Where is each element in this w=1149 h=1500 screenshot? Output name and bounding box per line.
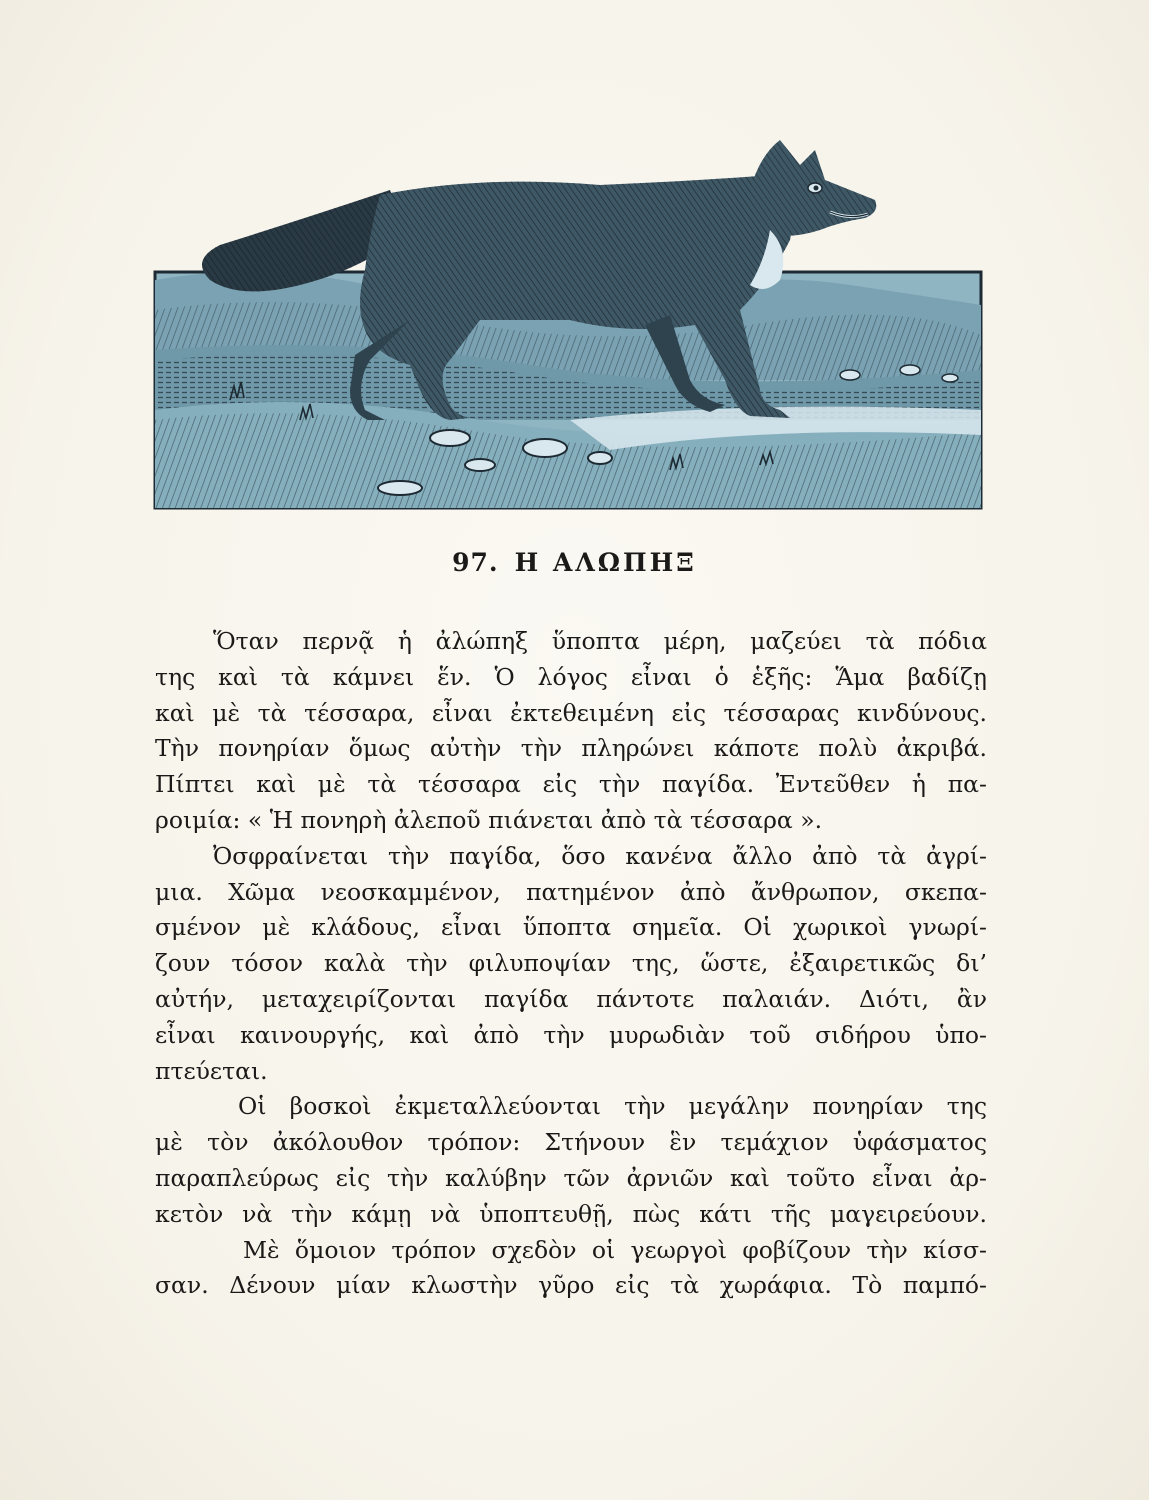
text-line: πτεύεται. bbox=[155, 1056, 268, 1085]
text-line: σαν. Δένουν μίαν κλωστὴν γῦρο εἰς τὰ χωράφια. Τὸ παμπό- bbox=[155, 1271, 987, 1300]
chapter-title: Η ΑΛΩΠΗΞ bbox=[514, 548, 697, 577]
text-line: εἶναι καινουργής, καὶ ἀπὸ τὴν μυρωδιὰν τοῦ σιδήρου ὑπο- bbox=[155, 1020, 987, 1049]
fox-woodcut-icon bbox=[150, 120, 985, 515]
text-line: μια. Χῶμα νεοσκαμμένον, πατημένον ἀπὸ ἄνθρωπον, σκεπα- bbox=[155, 877, 987, 906]
text-line: ροιμία: « Ἡ πονηρὴ ἀλεποῦ πιάνεται ἀπὸ τὰ τέσσαρα ». bbox=[155, 805, 823, 834]
text-line: σμένον μὲ κλάδους, εἶναι ὕποπτα σημεῖα. Οἱ χωρικοὶ γνωρί- bbox=[155, 913, 987, 942]
text-line: κετὸν νὰ τὴν κάμῃ νὰ ὑποπτευθῇ, πὼς κάτι τῆς μαγειρεύουν. bbox=[155, 1199, 987, 1228]
text-line: Ὀσφραίνεται τὴν παγίδα, ὅσο κανένα ἄλλο ἀπὸ τὰ ἀγρί- bbox=[213, 841, 987, 870]
fox-illustration bbox=[150, 120, 985, 515]
text-line: ζουν τόσον καλὰ τὴν φιλυποψίαν της, ὥστε, ἐξαιρετικῶς δι’ bbox=[155, 949, 987, 978]
text-line: Οἱ βοσκοὶ ἐκμεταλλεύονται τὴν μεγάλην πονηρίαν της bbox=[238, 1092, 987, 1121]
chapter-heading bbox=[0, 548, 1149, 577]
text-line: Μὲ ὅμοιον τρόπον σχεδὸν οἱ γεωργοὶ φοβίζουν τὴν κίσσ- bbox=[243, 1235, 987, 1264]
text-line: Πίπτει καὶ μὲ τὰ τέσσαρα εἰς τὴν παγίδα. Ἐντεῦθεν ἡ πα- bbox=[155, 770, 987, 799]
text-line: παραπλεύρως εἰς τὴν καλύβην τῶν ἀρνιῶν καὶ τοῦτο εἶναι ἀρ- bbox=[155, 1163, 987, 1192]
text-line: αὐτήν, μεταχειρίζονται παγίδα πάντοτε παλαιάν. Διότι, ἂν bbox=[155, 984, 987, 1013]
chapter-number: 97. bbox=[452, 548, 499, 577]
text-line: Τὴν πονηρίαν ὅμως αὐτὴν τὴν πληρώνει κάποτε πολὺ ἀκριβά. bbox=[155, 734, 987, 763]
text-line: καὶ μὲ τὰ τέσσαρα, εἶναι ἐκτεθειμένη εἰς τέσσαρας κινδύνους. bbox=[155, 698, 987, 727]
text-line: μὲ τὸν ἀκόλουθον τρόπον: Στήνουν ἓν τεμάχιον ὑφάσματος bbox=[155, 1128, 987, 1157]
body-text bbox=[155, 624, 987, 1304]
text-line: Ὅταν περνᾷ ἡ ἀλώπηξ ὕποπτα μέρη, μαζεύει τὰ πόδια bbox=[213, 627, 987, 655]
text-line: της καὶ τὰ κάμνει ἕν. Ὁ λόγος εἶναι ὁ ἑξῆς: Ἅμα βαδίζῃ bbox=[155, 662, 987, 691]
